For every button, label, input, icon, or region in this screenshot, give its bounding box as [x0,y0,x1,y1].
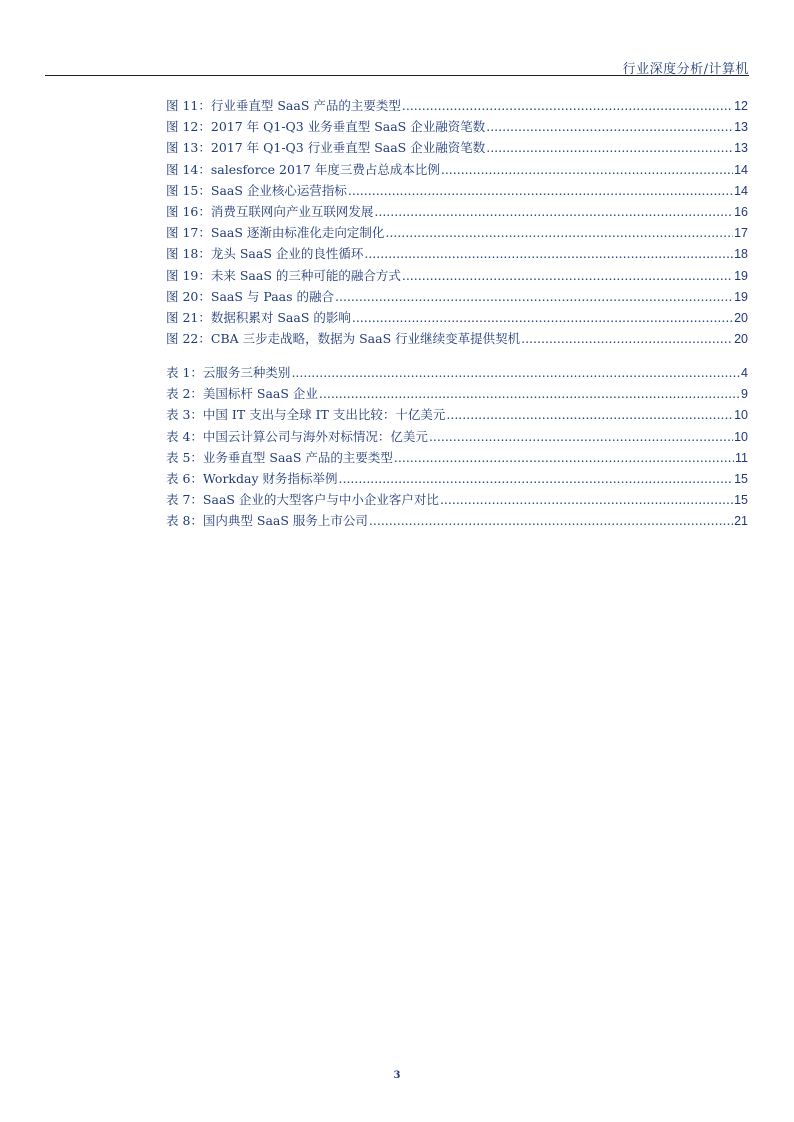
toc-entry-label: 表 5：业务垂直型 SaaS 产品的主要类型 [166,449,393,465]
toc-entry[interactable] [166,404,748,425]
toc-entry-label: 图 15：SaaS 企业核心运营指标 [166,182,347,198]
dot-leader [486,116,733,137]
toc-entry[interactable] [166,159,748,180]
toc-entry[interactable] [166,95,748,116]
toc-entry-label: 表 1：云服务三种类别 [166,365,291,380]
dot-leader [440,489,733,510]
toc-entry[interactable] [166,222,748,243]
toc-entry[interactable] [166,328,748,349]
toc-entry[interactable] [166,116,748,137]
toc-entry-label: 图 18：龙头 SaaS 企业的良性循环 [166,246,364,262]
list-of-tables [166,362,748,532]
dot-leader [364,243,733,264]
toc-entry-label: 表 2：美国标杆 SaaS 企业 [166,386,318,402]
dot-leader [339,468,734,489]
dot-leader [521,328,733,349]
toc-entry-label: 表 3：中国 IT 支出与全球 IT 支出比较：十亿美元 [166,407,446,423]
toc-entry[interactable] [166,180,748,201]
toc-entry[interactable] [166,383,748,404]
dot-leader [319,383,740,404]
toc-entry[interactable] [166,265,748,286]
toc-entry-page: 10 [734,408,748,423]
page-number: 3 [393,1070,401,1081]
toc-entry[interactable] [166,468,748,489]
toc-entry-label: 图 13：2017 年 Q1-Q3 行业垂直型 SaaS 企业融资笔数 [166,140,486,156]
toc-entry-page: 13 [734,120,748,135]
toc-entry-label: 表 8：国内典型 SaaS 服务上市公司 [166,513,368,529]
toc-entry-page: 12 [734,99,748,113]
toc-entry-page: 14 [734,183,748,198]
dot-leader [369,510,733,531]
toc-entry-label: 图 19：未来 SaaS 的三种可能的融合方式 [166,267,401,283]
toc-entry[interactable] [166,489,748,510]
dot-leader [402,95,733,116]
header-rule [45,75,749,76]
toc-entry-page: 19 [734,268,748,283]
dot-leader [486,137,733,158]
toc-entry-label: 图 12：2017 年 Q1-Q3 业务垂直型 SaaS 企业融资笔数 [166,119,486,135]
toc-entry-label: 表 7：SaaS 企业的大型客户与中小企业客户对比 [166,492,439,508]
toc-entry-page: 15 [734,471,748,486]
toc-entry-label: 表 4：中国云计算公司与海外对标情况：亿美元 [166,428,428,444]
toc-entry-label: 图 11：行业垂直型 SaaS 产品的主要类型 [166,98,401,113]
toc-entry[interactable] [166,307,748,328]
dot-leader [441,159,733,180]
dot-leader [335,286,733,307]
toc-entry-label: 图 22：CBA 三步走战略，数据为 SaaS 行业继续变革提供契机 [166,331,521,347]
toc-entry-label: 图 20：SaaS 与 Paas 的融合 [166,288,334,304]
toc-entry-page: 20 [734,332,748,347]
toc-entry[interactable] [166,362,748,383]
toc-entry[interactable] [166,426,748,447]
toc-entry-page: 15 [734,493,748,508]
dot-leader [446,404,733,425]
toc-entry-page: 13 [734,141,748,156]
dot-leader [374,201,733,222]
toc-entry[interactable] [166,286,748,307]
toc-entry[interactable] [166,510,748,531]
header-label: 行业深度分析/计算机 [622,62,749,77]
toc-entry[interactable] [166,137,748,158]
toc-entry-page: 11 [735,450,748,465]
dot-leader [385,222,733,243]
toc-entry-page: 16 [734,204,748,219]
toc-entry-label: 图 14：salesforce 2017 年度三费占总成本比例 [166,161,440,177]
toc-entry-page: 10 [734,429,748,444]
toc-entry-page: 19 [734,289,748,304]
toc-entry-page: 18 [734,247,748,262]
toc-entry[interactable] [166,243,748,264]
toc-entry-page: 14 [734,162,748,177]
dot-leader [291,362,740,383]
dot-leader [348,180,733,201]
dot-leader [402,265,733,286]
dot-leader [352,307,733,328]
toc-entry-label: 表 6：Workday 财务指标举例 [166,470,338,486]
toc-entry-page: 20 [734,310,748,325]
toc-entry-label: 图 16：消费互联网向产业互联网发展 [166,203,374,219]
toc-entry-page: 21 [734,514,748,529]
toc-entry-label: 图 21：数据积累对 SaaS 的影响 [166,309,351,325]
toc-entry-label: 图 17：SaaS 逐渐由标准化走向定制化 [166,225,385,241]
toc-entry-page: 4 [741,366,748,380]
toc-entry[interactable] [166,447,748,468]
toc-entry-page: 9 [741,387,748,402]
dot-leader [394,447,734,468]
dot-leader [429,426,733,447]
toc-entry[interactable] [166,201,748,222]
toc-entry-page: 17 [734,226,748,241]
list-of-figures [166,95,748,349]
